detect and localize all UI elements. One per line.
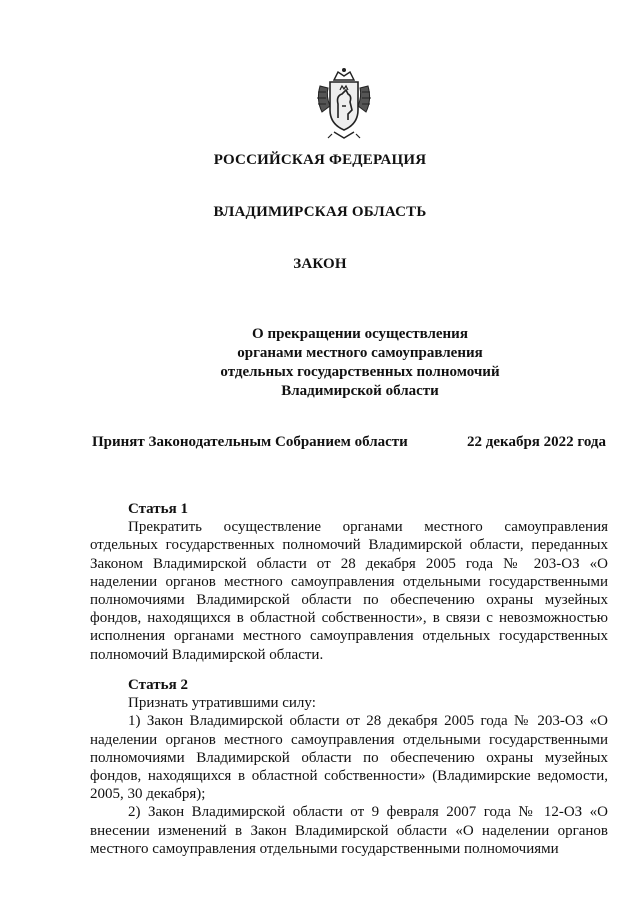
article-2-item: 1) Закон Владимирской области от 28 декабря 2005 года № 203-ОЗ «О наделении органов местного самоуправления отдельными государственными полномочиями Владимирской области по обеспечению охраны музейных фондов, находящихся в областной собственности» (Владимирские ведомости, 2005, 30 декабря); xyxy=(90,713,608,803)
doc-type-heading: ЗАКОН xyxy=(293,256,347,272)
article-1 xyxy=(90,500,608,664)
adoption-line xyxy=(92,434,606,451)
law-title-line: отдельных государственных полномочий xyxy=(220,364,500,380)
article-1-heading: Статья 1 xyxy=(128,501,188,517)
article-2-heading: Статья 2 xyxy=(128,677,188,693)
law-title-line: О прекращении осуществления xyxy=(252,326,468,342)
article-2-item: 2) Закон Владимирской области от 9 февраля 2007 года № 12-ОЗ «О внесении изменений в Закон Владимирской области «О наделении органов местного самоуправления отдельными государственными полномочиями xyxy=(90,804,608,857)
country-heading: РОССИЙСКАЯ ФЕДЕРАЦИЯ xyxy=(213,152,427,168)
vladimir-coat-of-arms-icon xyxy=(312,66,376,142)
law-title-line: органами местного самоуправления xyxy=(237,345,483,361)
article-1-text: Прекратить осуществление органами местного самоуправления отдельных государственных полномочий Владимирской области, переданных Законом Владимирской области от 28 декабря 2005 года № 203-ОЗ «О наделении органов местного самоуправления отдельными государственными полномочиями Владимирской области по обеспечению охраны музейных фондов, находящихся в областной собственности», в связи с невозможностью исполнения органами местного самоуправления отдельных государственных полномочий Владимирской области. xyxy=(90,519,608,663)
adoption-date: 22 декабря 2022 года xyxy=(467,434,606,450)
article-2 xyxy=(90,676,608,858)
region-heading: ВЛАДИМИРСКАЯ ОБЛАСТЬ xyxy=(213,204,427,220)
law-title xyxy=(180,325,540,401)
adopted-by: Принят Законодательным Собранием области xyxy=(92,434,408,450)
article-2-intro: Признать утратившими силу: xyxy=(128,695,316,712)
law-title-line: Владимирской области xyxy=(281,383,439,399)
